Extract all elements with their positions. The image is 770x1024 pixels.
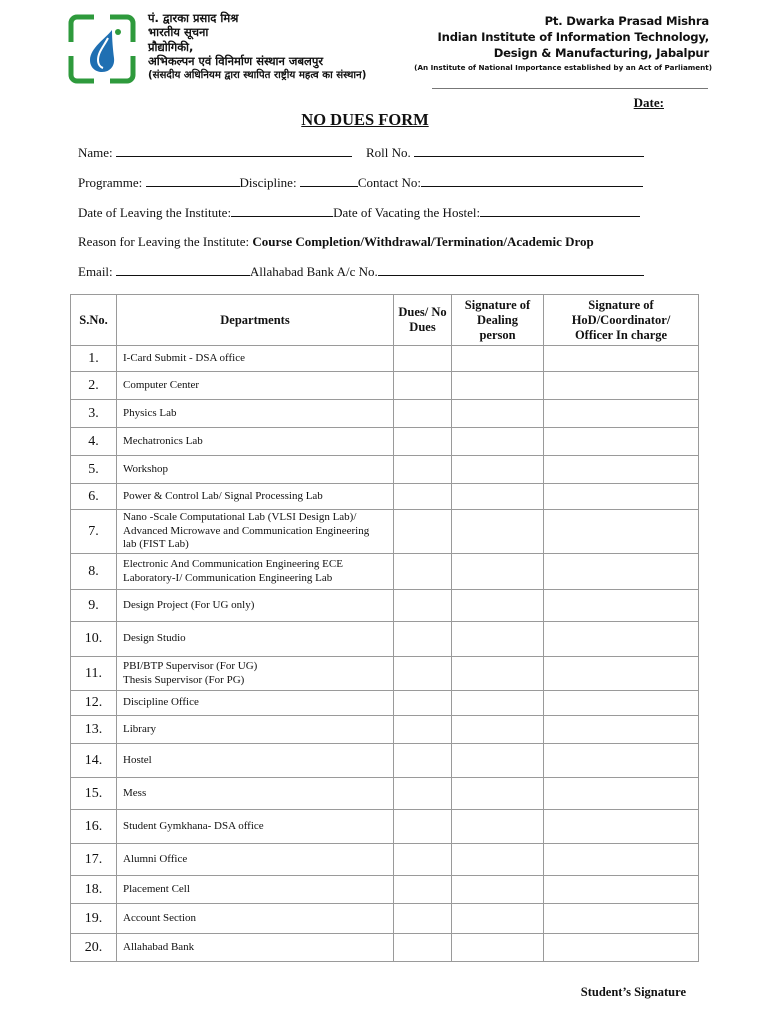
hod-signature-cell[interactable]	[544, 657, 699, 691]
department-line: PBI/BTP Supervisor (For UG)	[123, 660, 258, 672]
student-signature-label: Student’s Signature	[580, 985, 686, 999]
table-row	[71, 346, 699, 372]
hod-signature-cell[interactable]	[544, 622, 699, 657]
leaving-date-blank[interactable]	[231, 205, 333, 217]
department-line: Alumni Office	[123, 852, 188, 865]
programme-row	[78, 175, 643, 191]
row-number: 7.	[71, 510, 117, 554]
department-cell	[117, 904, 394, 934]
hod-signature-cell[interactable]	[544, 691, 699, 716]
email-blank[interactable]	[116, 264, 250, 276]
table-header-row	[71, 295, 699, 346]
name-blank[interactable]	[116, 145, 352, 157]
dues-cell[interactable]	[394, 428, 452, 456]
department-line: Discipline Office	[123, 696, 199, 709]
roll-blank[interactable]	[414, 145, 644, 157]
department-line: lab (FIST Lab)	[123, 538, 189, 551]
department-line: Account Section	[123, 911, 197, 924]
table-row	[71, 400, 699, 428]
dealing-signature-cell[interactable]	[452, 716, 544, 744]
row-number: 19.	[71, 904, 117, 934]
department-cell	[117, 510, 394, 554]
department-line: Physics Lab	[123, 406, 177, 419]
row-number: 15.	[71, 778, 117, 810]
department-line: Library	[123, 722, 156, 735]
department-cell	[117, 876, 394, 904]
dealing-signature-cell[interactable]	[452, 400, 544, 428]
name-label: Name:	[78, 145, 113, 160]
department-cell	[117, 934, 394, 962]
row-number: 6.	[71, 484, 117, 510]
dealing-signature-cell[interactable]	[452, 554, 544, 590]
dealing-signature-cell[interactable]	[452, 456, 544, 484]
department-cell	[117, 622, 394, 657]
dues-cell[interactable]	[394, 590, 452, 622]
dealing-signature-cell[interactable]	[452, 346, 544, 372]
discipline-blank[interactable]	[300, 175, 358, 187]
dues-cell[interactable]	[394, 372, 452, 400]
hindi-line: (संसदीय अधिनियम द्वारा स्थापित राष्ट्रीय महत्व का संस्थान)	[148, 69, 367, 81]
bank-account-label: Allahabad Bank A/c No.	[249, 264, 378, 279]
institute-status-line: (An Institute of National Importance established by an Act of Parliament)	[414, 63, 712, 72]
department-cell	[117, 657, 394, 691]
header-line: HoD/Coordinator/	[571, 312, 671, 327]
bank-account-blank[interactable]	[378, 264, 644, 276]
table-row	[71, 510, 699, 554]
row-number: 10.	[71, 622, 117, 657]
institute-name-line: Pt. Dwarka Prasad Mishra	[544, 14, 709, 28]
row-number: 8.	[71, 554, 117, 590]
email-row	[78, 264, 644, 280]
hindi-line: भारतीय सूचना	[148, 25, 209, 40]
table-row	[71, 372, 699, 400]
header-line: person	[479, 327, 516, 342]
dues-cell[interactable]	[394, 691, 452, 716]
hod-signature-cell[interactable]	[544, 810, 699, 844]
roll-label: Roll No.	[366, 145, 411, 160]
dues-cell[interactable]	[394, 456, 452, 484]
dealing-signature-cell[interactable]	[452, 657, 544, 691]
hod-signature-cell[interactable]	[544, 428, 699, 456]
hod-signature-cell[interactable]	[544, 716, 699, 744]
department-cell	[117, 428, 394, 456]
dealing-signature-cell[interactable]	[452, 590, 544, 622]
english-institute-name	[414, 13, 712, 75]
hindi-line: पं. द्वारका प्रसाद मिश्र	[148, 11, 239, 25]
row-number: 20.	[71, 934, 117, 962]
dealing-signature-cell[interactable]	[452, 904, 544, 934]
roll-field	[366, 145, 644, 161]
table-row	[71, 456, 699, 484]
hod-signature-cell[interactable]	[544, 554, 699, 590]
hod-signature-cell[interactable]	[544, 484, 699, 510]
department-line: Electronic And Communication Engineering ECE	[123, 558, 343, 570]
departments-header: Departments	[117, 295, 394, 346]
hod-signature-cell[interactable]	[544, 456, 699, 484]
hod-signature-cell[interactable]	[544, 590, 699, 622]
hod-signature-cell[interactable]	[544, 400, 699, 428]
department-cell	[117, 716, 394, 744]
header-line: Officer In charge	[574, 327, 668, 342]
department-line: Laboratory-I/ Communication Engineering Lab	[123, 571, 333, 584]
dealing-signature-cell[interactable]	[452, 484, 544, 510]
discipline-label: Discipline:	[239, 175, 297, 190]
department-line: Design Project (For UG only)	[123, 598, 255, 611]
dues-cell[interactable]	[394, 716, 452, 744]
institute-logo	[68, 14, 136, 84]
name-field	[78, 145, 352, 161]
row-number: 9.	[71, 590, 117, 622]
dues-cell[interactable]	[394, 934, 452, 962]
hod-signature-cell[interactable]	[544, 744, 699, 778]
vacating-date-blank[interactable]	[480, 205, 640, 217]
reason-label: Reason for Leaving the Institute:	[78, 234, 250, 249]
contact-label: Contact No:	[357, 175, 421, 190]
vacating-date-label: Date of Vacating the Hostel:	[333, 205, 481, 220]
row-number: 13.	[71, 716, 117, 744]
department-line: Allahabad Bank	[123, 940, 195, 953]
hod-signature-cell[interactable]	[544, 876, 699, 904]
department-cell	[117, 372, 394, 400]
header-line: Dues	[409, 320, 436, 334]
leaving-date-label: Date of Leaving the Institute:	[78, 205, 232, 220]
hod-signature-cell[interactable]	[544, 510, 699, 554]
department-cell	[117, 778, 394, 810]
dealing-signature-cell[interactable]	[452, 844, 544, 876]
department-cell	[117, 744, 394, 778]
row-number: 11.	[71, 657, 117, 691]
department-line: Nano -Scale Computational Lab (VLSI Design Lab)/	[123, 511, 357, 524]
email-label: Email:	[78, 264, 113, 279]
table-row	[71, 691, 699, 716]
department-line: Workshop	[123, 462, 168, 475]
department-line: I-Card Submit - DSA office	[123, 351, 246, 364]
department-cell	[117, 844, 394, 876]
row-number: 4.	[71, 428, 117, 456]
hod-signature-cell[interactable]	[544, 934, 699, 962]
form-title: NO DUES FORM	[301, 110, 429, 129]
department-line: Placement Cell	[123, 882, 190, 895]
table-row	[71, 484, 699, 510]
dues-cell[interactable]	[394, 844, 452, 876]
department-line: Mechatronics Lab	[123, 434, 203, 447]
hod-signature-header	[544, 295, 699, 346]
row-number: 1.	[71, 346, 117, 372]
dates-row	[78, 205, 640, 221]
dues-cell[interactable]	[394, 346, 452, 372]
department-line: Student Gymkhana- DSA office	[123, 819, 264, 832]
hindi-institute-name	[148, 11, 366, 83]
department-line: Power & Control Lab/ Signal Processing Lab	[123, 489, 323, 502]
dues-cell[interactable]	[394, 510, 452, 554]
department-line: Computer Center	[123, 378, 200, 391]
header-line: Dealing	[477, 312, 518, 327]
dealing-signature-cell[interactable]	[452, 934, 544, 962]
table-row	[71, 876, 699, 904]
department-cell	[117, 590, 394, 622]
dealing-signature-cell[interactable]	[452, 428, 544, 456]
table-row	[71, 844, 699, 876]
table-row	[71, 744, 699, 778]
table-row	[71, 904, 699, 934]
dealing-signature-header	[452, 295, 544, 346]
sno-header: S.No.	[71, 295, 117, 346]
dues-cell[interactable]	[394, 810, 452, 844]
hod-signature-cell[interactable]	[544, 844, 699, 876]
table-row	[71, 810, 699, 844]
dues-header	[394, 295, 452, 346]
department-cell	[117, 554, 394, 590]
table-row	[71, 934, 699, 962]
contact-blank[interactable]	[421, 175, 643, 187]
dealing-signature-cell[interactable]	[452, 510, 544, 554]
dealing-signature-cell[interactable]	[452, 622, 544, 657]
hod-signature-cell[interactable]	[544, 346, 699, 372]
hindi-line: अभिकल्पन एवं विनिर्माण संस्थान जबलपुर	[148, 54, 324, 69]
hod-signature-cell[interactable]	[544, 904, 699, 934]
department-cell	[117, 456, 394, 484]
table-row	[71, 657, 699, 691]
table-row	[71, 778, 699, 810]
dues-cell[interactable]	[394, 778, 452, 810]
dealing-signature-cell[interactable]	[452, 691, 544, 716]
dues-cell[interactable]	[394, 622, 452, 657]
dues-cell[interactable]	[394, 484, 452, 510]
row-number: 5.	[71, 456, 117, 484]
row-number: 3.	[71, 400, 117, 428]
hindi-line: प्रौद्योगिकी,	[148, 39, 194, 54]
dues-cell[interactable]	[394, 554, 452, 590]
dealing-signature-cell[interactable]	[452, 810, 544, 844]
row-number: 2.	[71, 372, 117, 400]
department-line: Mess	[123, 786, 147, 799]
date-label: Date:	[633, 95, 664, 110]
dues-cell[interactable]	[394, 904, 452, 934]
table-row	[71, 428, 699, 456]
dealing-signature-cell[interactable]	[452, 372, 544, 400]
header-divider	[432, 88, 708, 89]
row-number: 18.	[71, 876, 117, 904]
row-number: 17.	[71, 844, 117, 876]
programme-blank[interactable]	[146, 175, 240, 187]
header-line: Dues/ No	[398, 305, 447, 319]
hod-signature-cell[interactable]	[544, 778, 699, 810]
table-row	[71, 716, 699, 744]
reason-row	[78, 234, 594, 250]
institute-name-line: Design & Manufacturing, Jabalpur	[493, 46, 709, 60]
row-number: 16.	[71, 810, 117, 844]
department-cell	[117, 346, 394, 372]
department-cell	[117, 810, 394, 844]
dues-cell[interactable]	[394, 876, 452, 904]
table-row	[71, 622, 699, 657]
clearance-table	[70, 294, 699, 962]
dealing-signature-cell[interactable]	[452, 778, 544, 810]
department-line: Hostel	[123, 753, 152, 766]
department-line: Design Studio	[123, 632, 186, 645]
department-line: Advanced Microwave and Communication Engineering	[123, 524, 370, 537]
hod-signature-cell[interactable]	[544, 372, 699, 400]
dealing-signature-cell[interactable]	[452, 876, 544, 904]
reason-options: Course Completion/Withdrawal/Termination/Academic Drop	[252, 234, 594, 249]
row-number: 12.	[71, 691, 117, 716]
institute-name-line: Indian Institute of Information Technology,	[437, 30, 709, 44]
dealing-signature-cell[interactable]	[452, 744, 544, 778]
dues-cell[interactable]	[394, 744, 452, 778]
department-cell	[117, 484, 394, 510]
dues-cell[interactable]	[394, 400, 452, 428]
table-row	[71, 554, 699, 590]
row-number: 14.	[71, 744, 117, 778]
dues-cell[interactable]	[394, 657, 452, 691]
programme-label: Programme:	[78, 175, 143, 190]
department-cell	[117, 691, 394, 716]
department-line: Thesis Supervisor (For PG)	[123, 673, 245, 686]
table-row	[71, 590, 699, 622]
department-cell	[117, 400, 394, 428]
header-line: Signature of	[588, 297, 654, 312]
header-line: Signature of	[464, 297, 531, 312]
